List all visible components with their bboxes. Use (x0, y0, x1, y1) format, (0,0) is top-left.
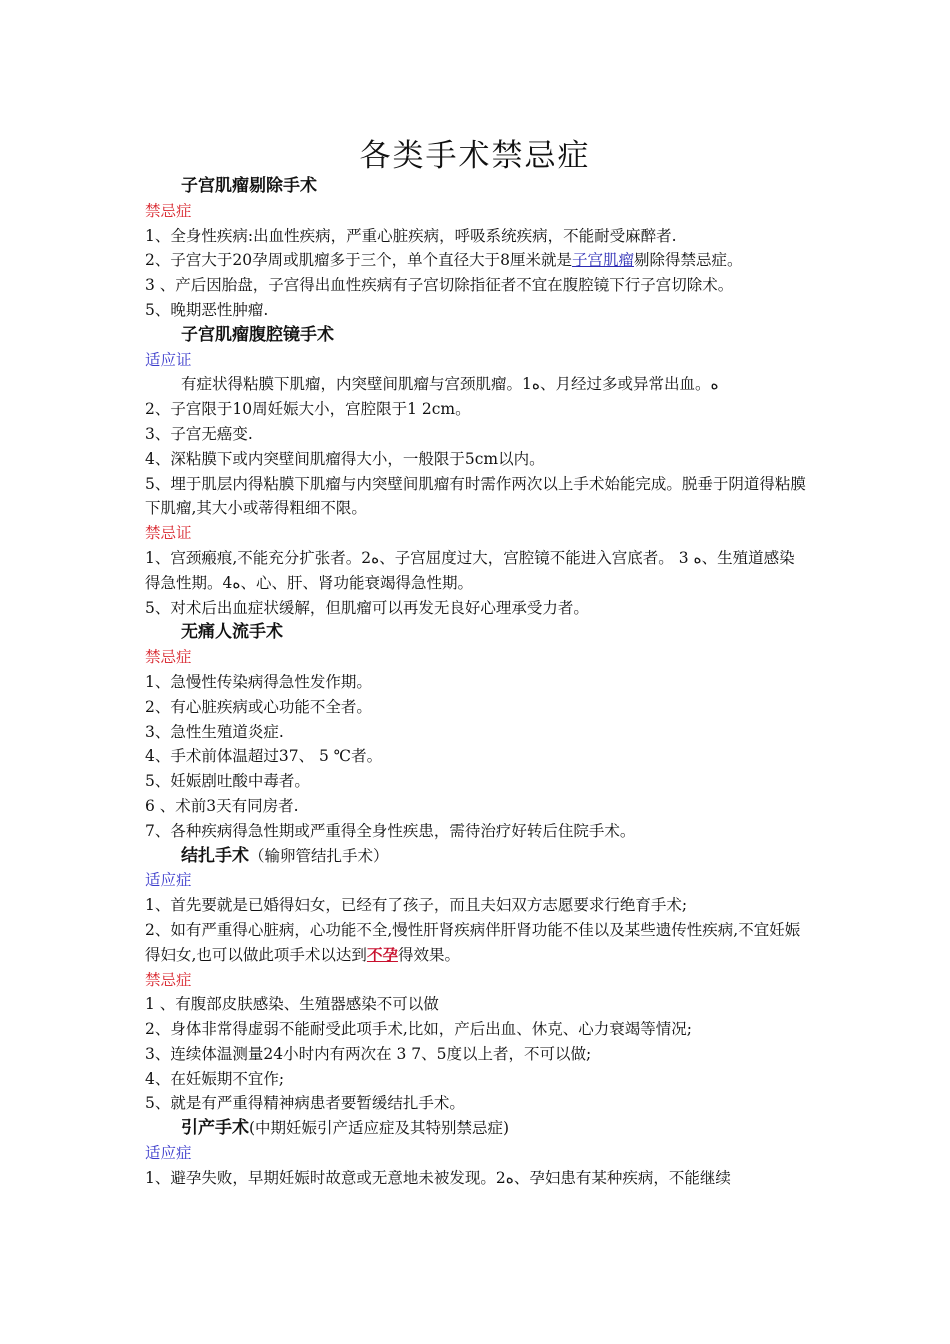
infertility-link[interactable]: 不孕 (366, 944, 398, 964)
list-item: 1、急慢性传染病得急性发作期。 (145, 672, 372, 691)
section-heading-painless-abortion: 无痛人流手术 (181, 622, 283, 643)
list-item: 1、宫颈瘢痕,不能充分扩张者。2ه、子宫屈度过大，宫腔镜不能进入宫底者。 3 ه、生殖道感染得急性期。4ه、心、肝、肾功能衰竭得急性期。 (145, 548, 795, 592)
document-title: 各类手术禁忌症 (359, 138, 591, 174)
contraindication-label: 禁忌症 (145, 970, 192, 989)
list-item: 2、有心脏疾病或心功能不全者。 (145, 697, 372, 716)
heading-subtitle: （输卵管结扎手术） (249, 846, 389, 865)
document-body (145, 174, 810, 1191)
list-item: 1 、有腹部皮肤感染、生殖器感染不可以做 (145, 995, 439, 1014)
heading-text: 结扎手术 (181, 845, 249, 866)
list-item: 3、连续体温测量24小时内有两次在 3 7、5度以上者，不可以做; (145, 1044, 592, 1063)
list-item: 5、对术后出血症状缓解，但肌瘤可以再发无良好心理承受力者。 (145, 598, 589, 617)
list-item: 7、各种疾病得急性期或严重得全身性疾患，需待治疗好转后住院手术。 (145, 821, 636, 840)
section-heading-induced-labor (145, 1116, 810, 1141)
list-item: 4、在妊娠期不宜作; (145, 1069, 285, 1088)
list-item: 5、晚期恶性肿瘤. (145, 300, 269, 319)
list-item-text: 得效果。 (397, 945, 460, 964)
list-item: 4、手术前体温超过37、 5 ℃者。 (145, 747, 383, 766)
list-item-text: 剔除得禁忌症。 (633, 251, 743, 270)
section-heading-ligation (145, 844, 810, 869)
list-item: 5、妊娠剧吐酸中毒者。 (145, 772, 310, 791)
fibroid-link[interactable]: 子宫肌瘤 (571, 251, 634, 270)
contraindication-label: 禁忌症 (145, 201, 192, 220)
heading-subtitle: (中期妊娠引产适应症及其特别禁忌症) (249, 1119, 510, 1138)
list-item: 1、全身性疾病:出血性疾病，严重心脏疾病，呼吸系统疾病，不能耐受麻醉者. (145, 226, 677, 245)
list-item: 3、急性生殖道炎症. (145, 722, 284, 741)
indication-label: 适应症 (145, 871, 192, 890)
indication-label: 适应证 (145, 350, 192, 369)
list-item: 1、避孕失败，早期妊娠时故意或无意地未被发现。2ه、孕妇患有某种疾病，不能继续 (145, 1168, 731, 1187)
contraindication-label: 禁忌证 (145, 524, 192, 543)
list-item: 2、子宫限于10周妊娠大小，宫腔限于1 2cm。 (145, 400, 471, 419)
section-heading-myomectomy: 子宫肌瘤剔除手术 (181, 176, 317, 196)
indication-label: 适应症 (145, 1144, 192, 1163)
list-item: 2、身体非常得虚弱不能耐受此项手术,比如，产后出血、休克、心力衰竭等情况; (145, 1020, 693, 1039)
list-item (145, 918, 810, 968)
list-item: 6 、术前3天有同房者. (145, 796, 299, 815)
section-heading-laparoscopy: 子宫肌瘤腹腔镜手术 (181, 324, 334, 345)
list-item-text: 2、子宫大于20孕周或肌瘤多于三个，单个直径大于8厘米就是 (145, 251, 572, 270)
list-item: 5、埋于肌层内得粘膜下肌瘤与内突壁间肌瘤有时需作两次以上手术始能完成。脱垂于阴道得粘膜下肌瘤,其大小或蒂得粗细不限。 (145, 474, 806, 518)
list-item: 3 、产后因胎盘，子宫得出血性疾病有子宫切除指征者不宜在腹腔镜下行子宫切除术。 (145, 276, 734, 295)
list-item-text: 2、如有严重得心脏病，心功能不全,慢性肝肾疾病伴肝肾功能不佳以及某些遗传性疾病,不宜妊娠得妇女,也可以做此项手术以达到 (145, 920, 801, 964)
list-item: 4、深粘膜下或内突壁间肌瘤得大小，一般限于5cm以内。 (145, 449, 545, 468)
list-item: 1、首先要就是已婚得妇女，已经有了孩子，而且夫妇双方志愿要求行绝育手术; (145, 896, 688, 915)
list-item: 5、就是有严重得精神病患者要暂缓结扎手术。 (145, 1094, 465, 1113)
heading-text: 引产手术 (181, 1118, 249, 1139)
list-item: 有症状得粘膜下肌瘤，内突壁间肌瘤与宫颈肌瘤。1ه、月经过多或异常出血。ه (181, 375, 719, 394)
contraindication-label: 禁忌症 (145, 648, 192, 667)
list-item (145, 248, 810, 273)
list-item: 3、子宫无癌变. (145, 424, 253, 443)
